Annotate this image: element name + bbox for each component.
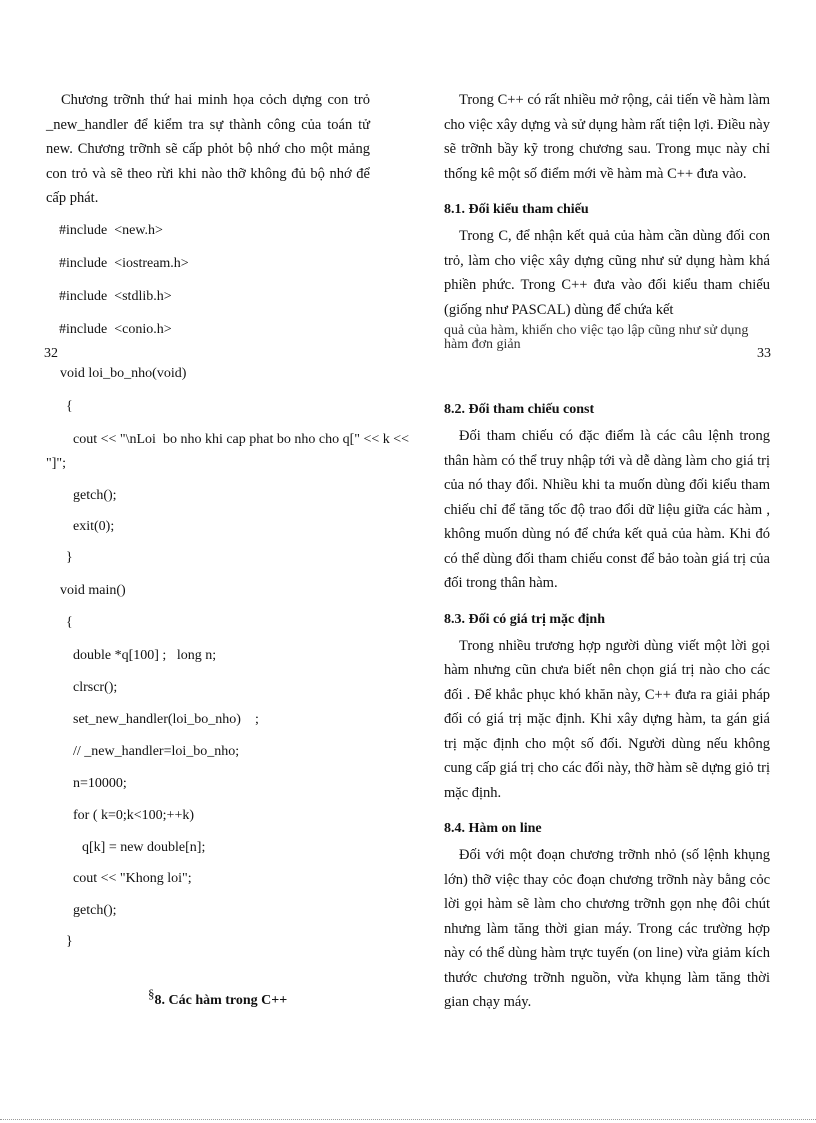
code-line: getch(); xyxy=(73,903,117,918)
code-line: set_new_handler(loi_bo_nho) ; xyxy=(73,712,259,727)
code-line: { xyxy=(66,399,73,414)
code-line: } xyxy=(66,550,73,565)
clipped-line: quả của hàm, khiến cho việc tạo lập cũng như sử dụng hàm đơn giản xyxy=(444,323,749,352)
heading-8-3: 8.3. Đối có giá trị mặc định xyxy=(444,611,605,627)
code-line: "]"; xyxy=(46,456,66,471)
page-edge-divider xyxy=(0,1119,816,1120)
code-line: cout << "Khong loi"; xyxy=(73,871,192,886)
code-line: { xyxy=(66,615,73,630)
code-line: double *q[100] ; long n; xyxy=(73,648,217,663)
code-line: clrscr(); xyxy=(73,680,118,695)
page-number-right: 33 xyxy=(757,346,771,361)
section-symbol: § xyxy=(148,986,155,1001)
include-line: #include <stdlib.h> xyxy=(59,288,172,304)
heading-8-1: 8.1. Đối kiểu tham chiếu xyxy=(444,202,589,217)
code-line: } xyxy=(66,934,73,949)
right-top-column xyxy=(444,88,770,322)
paragraph-8-4: Đối với một đoạn chương trỡnh nhỏ (số lệnh khụng lớn) thỡ việc thay cỏc đoạn chương trỡnh này bằng cỏc lời gọi hàm sẽ làm cho chương trỡnh gọn nhẹ đôi chút nhưng làm tăng thời gian máy. Trong các trường hợp này có thể dùng hàm trực tuyến (on line) vừa giảm kích thước chương trỡnh nguồn, vừa khụng làm tăng thời gian chạy máy. xyxy=(444,847,770,1010)
code-line: for ( k=0;k<100;++k) xyxy=(73,808,195,823)
paragraph-8-3: Trong nhiều trương hợp người dùng viết một lời gọi hàm nhưng cũn chưa biết nên chọn giá trị nào cho các đối . Để khắc phục khó khăn này, C++ đưa ra giải pháp đối có giá trị mặc định. Khi xây dựng hàm, ta gán giá trị mặc định cho một số đối. Người dùng nếu không cung cấp giá trị cho các đối này, thỡ hàm sẽ dựng giỏ trị mặc định. xyxy=(444,637,770,801)
functions-intro: Trong C++ có rất nhiều mở rộng, cải tiến về hàm làm cho việc xây dựng và sử dụng hàm rất tiện lợi. Điều này sẽ trỡnh bầy kỹ trong chương sau. Trong mục này chỉ thống kê một số điểm mới về hàm mà C++ đưa vào. xyxy=(444,92,770,182)
section-title: 8. Các hàm trong C++ xyxy=(154,993,288,1008)
code-line: exit(0); xyxy=(73,519,115,534)
include-line: #include <new.h> xyxy=(59,222,163,238)
paragraph-8-1: Trong C, để nhận kết quả của hàm cần dùng đối con trỏ, làm cho việc xây dựng cũng như sử dụng hàm khá phiền phức. Trong C++ đưa vào đối kiểu tham chiếu (giống như PASCAL) dùng để chứa kết xyxy=(444,228,770,318)
code-line: // _new_handler=loi_bo_nho; xyxy=(73,744,240,759)
code-line: void main() xyxy=(60,583,126,598)
include-line: #include <iostream.h> xyxy=(59,255,189,271)
code-line: void loi_bo_nho(void) xyxy=(60,366,187,381)
page-number-left: 32 xyxy=(44,346,58,361)
left-top-column xyxy=(46,88,370,351)
code-line: cout << "\nLoi bo nho khi cap phat bo nho cho q[" << k << xyxy=(73,432,410,447)
code-line: q[k] = new double[n]; xyxy=(82,840,206,855)
include-list xyxy=(46,211,370,351)
heading-8-2: 8.2. Đối tham chiếu const xyxy=(444,402,595,417)
right-bottom-column xyxy=(444,402,770,1015)
code-line: getch(); xyxy=(73,488,117,503)
code-line: n=10000; xyxy=(73,776,127,791)
section-heading xyxy=(148,986,288,1009)
include-line: #include <conio.h> xyxy=(59,321,172,337)
intro-paragraph: Chương trỡnh thứ hai minh họa cỏch dựng con trỏ _new_handler để kiểm tra sự thành công của toán tử new. Chương trỡnh sẽ cấp phỏt bộ nhớ cho một mảng con trỏ và sẽ theo rừi khi nào thỡ không đủ bộ nhớ để cấp phát. xyxy=(46,92,370,206)
paragraph-8-2: Đối tham chiếu có đặc điểm là các câu lệnh trong thân hàm có thể truy nhập tới và dễ dàng làm cho giá trị của nó thay đổi. Nhiều khi ta muốn dùng đối kiểu tham chiếu chỉ để tăng tốc độ trao đổi dữ liệu giữa các hàm , không muốn dùng nó để chứa kết quả của hàm. Khi đó có thể dùng đối tham chiếu const để bảo toàn giá trị của đối trong thân hàm. xyxy=(444,428,770,591)
heading-8-4: 8.4. Hàm on line xyxy=(444,821,542,836)
